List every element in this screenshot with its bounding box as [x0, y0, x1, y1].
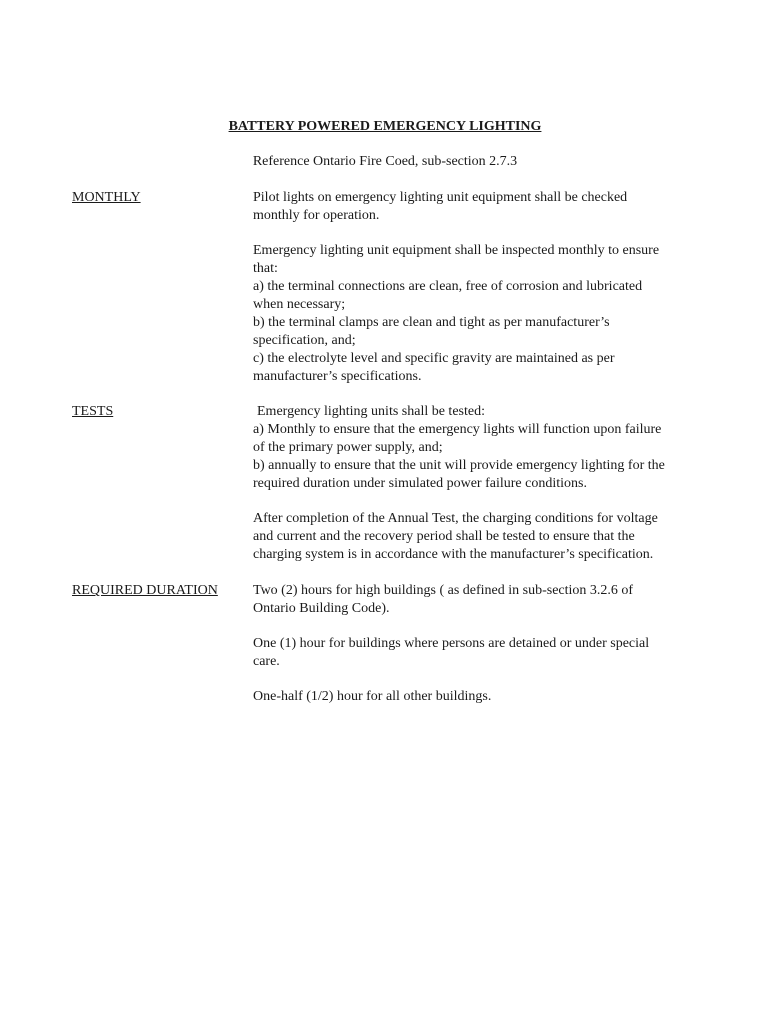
- text-line: manufacturer’s specifications.: [253, 369, 422, 384]
- text-line: monthly for operation.: [253, 208, 380, 223]
- text-line: Two (2) hours for high buildings ( as defined in sub-section 3.2.6 of: [253, 583, 634, 598]
- paragraph: [253, 510, 703, 564]
- text-line: One (1) hour for buildings where persons are detained or under special: [253, 636, 650, 651]
- text-line: b) annually to ensure that the unit will provide emergency lighting for the: [253, 458, 665, 473]
- text-line: when necessary;: [253, 297, 346, 312]
- text-line: One-half (1/2) hour for all other buildings.: [253, 689, 492, 704]
- text-line: care.: [253, 654, 280, 669]
- text-line: that:: [253, 261, 278, 276]
- section-body-monthly: [253, 189, 703, 386]
- text-line: required duration under simulated power failure conditions.: [253, 476, 587, 491]
- text-line: c) the electrolyte level and specific gravity are maintained as per: [253, 351, 615, 366]
- paragraph: [253, 403, 703, 493]
- text-line: specification, and;: [253, 333, 356, 348]
- section-label-monthly: MONTHLY: [72, 190, 141, 205]
- text-line: Pilot lights on emergency lighting unit equipment shall be checked: [253, 190, 628, 205]
- paragraph: [253, 582, 703, 618]
- paragraph: [253, 635, 703, 671]
- paragraph: [253, 688, 703, 706]
- section-label-required-duration: REQUIRED DURATION: [72, 583, 218, 598]
- text-line: a) Monthly to ensure that the emergency lights will function upon failure: [253, 422, 662, 437]
- section-body-required-duration: [253, 582, 703, 706]
- document-title: BATTERY POWERED EMERGENCY LIGHTING: [228, 119, 542, 134]
- text-line: and current and the recovery period shall be tested to ensure that the: [253, 529, 635, 544]
- text-line: b) the terminal clamps are clean and tight as per manufacturer’s: [253, 315, 610, 330]
- paragraph: [253, 242, 703, 386]
- paragraph: [253, 189, 703, 225]
- text-line: a) the terminal connections are clean, free of corrosion and lubricated: [253, 279, 643, 294]
- reference-line: Reference Ontario Fire Coed, sub-section 2.7.3: [252, 154, 518, 169]
- text-line: After completion of the Annual Test, the charging conditions for voltage: [253, 511, 658, 526]
- text-line: of the primary power supply, and;: [253, 440, 443, 455]
- section-body-tests: [253, 403, 703, 564]
- text-line: Ontario Building Code).: [253, 601, 390, 616]
- section-label-tests: TESTS: [72, 404, 114, 419]
- text-line: Emergency lighting units shall be tested:: [257, 404, 485, 419]
- text-line: Emergency lighting unit equipment shall be inspected monthly to ensure: [253, 243, 660, 258]
- text-line: charging system is in accordance with the manufacturer’s specification.: [253, 547, 654, 562]
